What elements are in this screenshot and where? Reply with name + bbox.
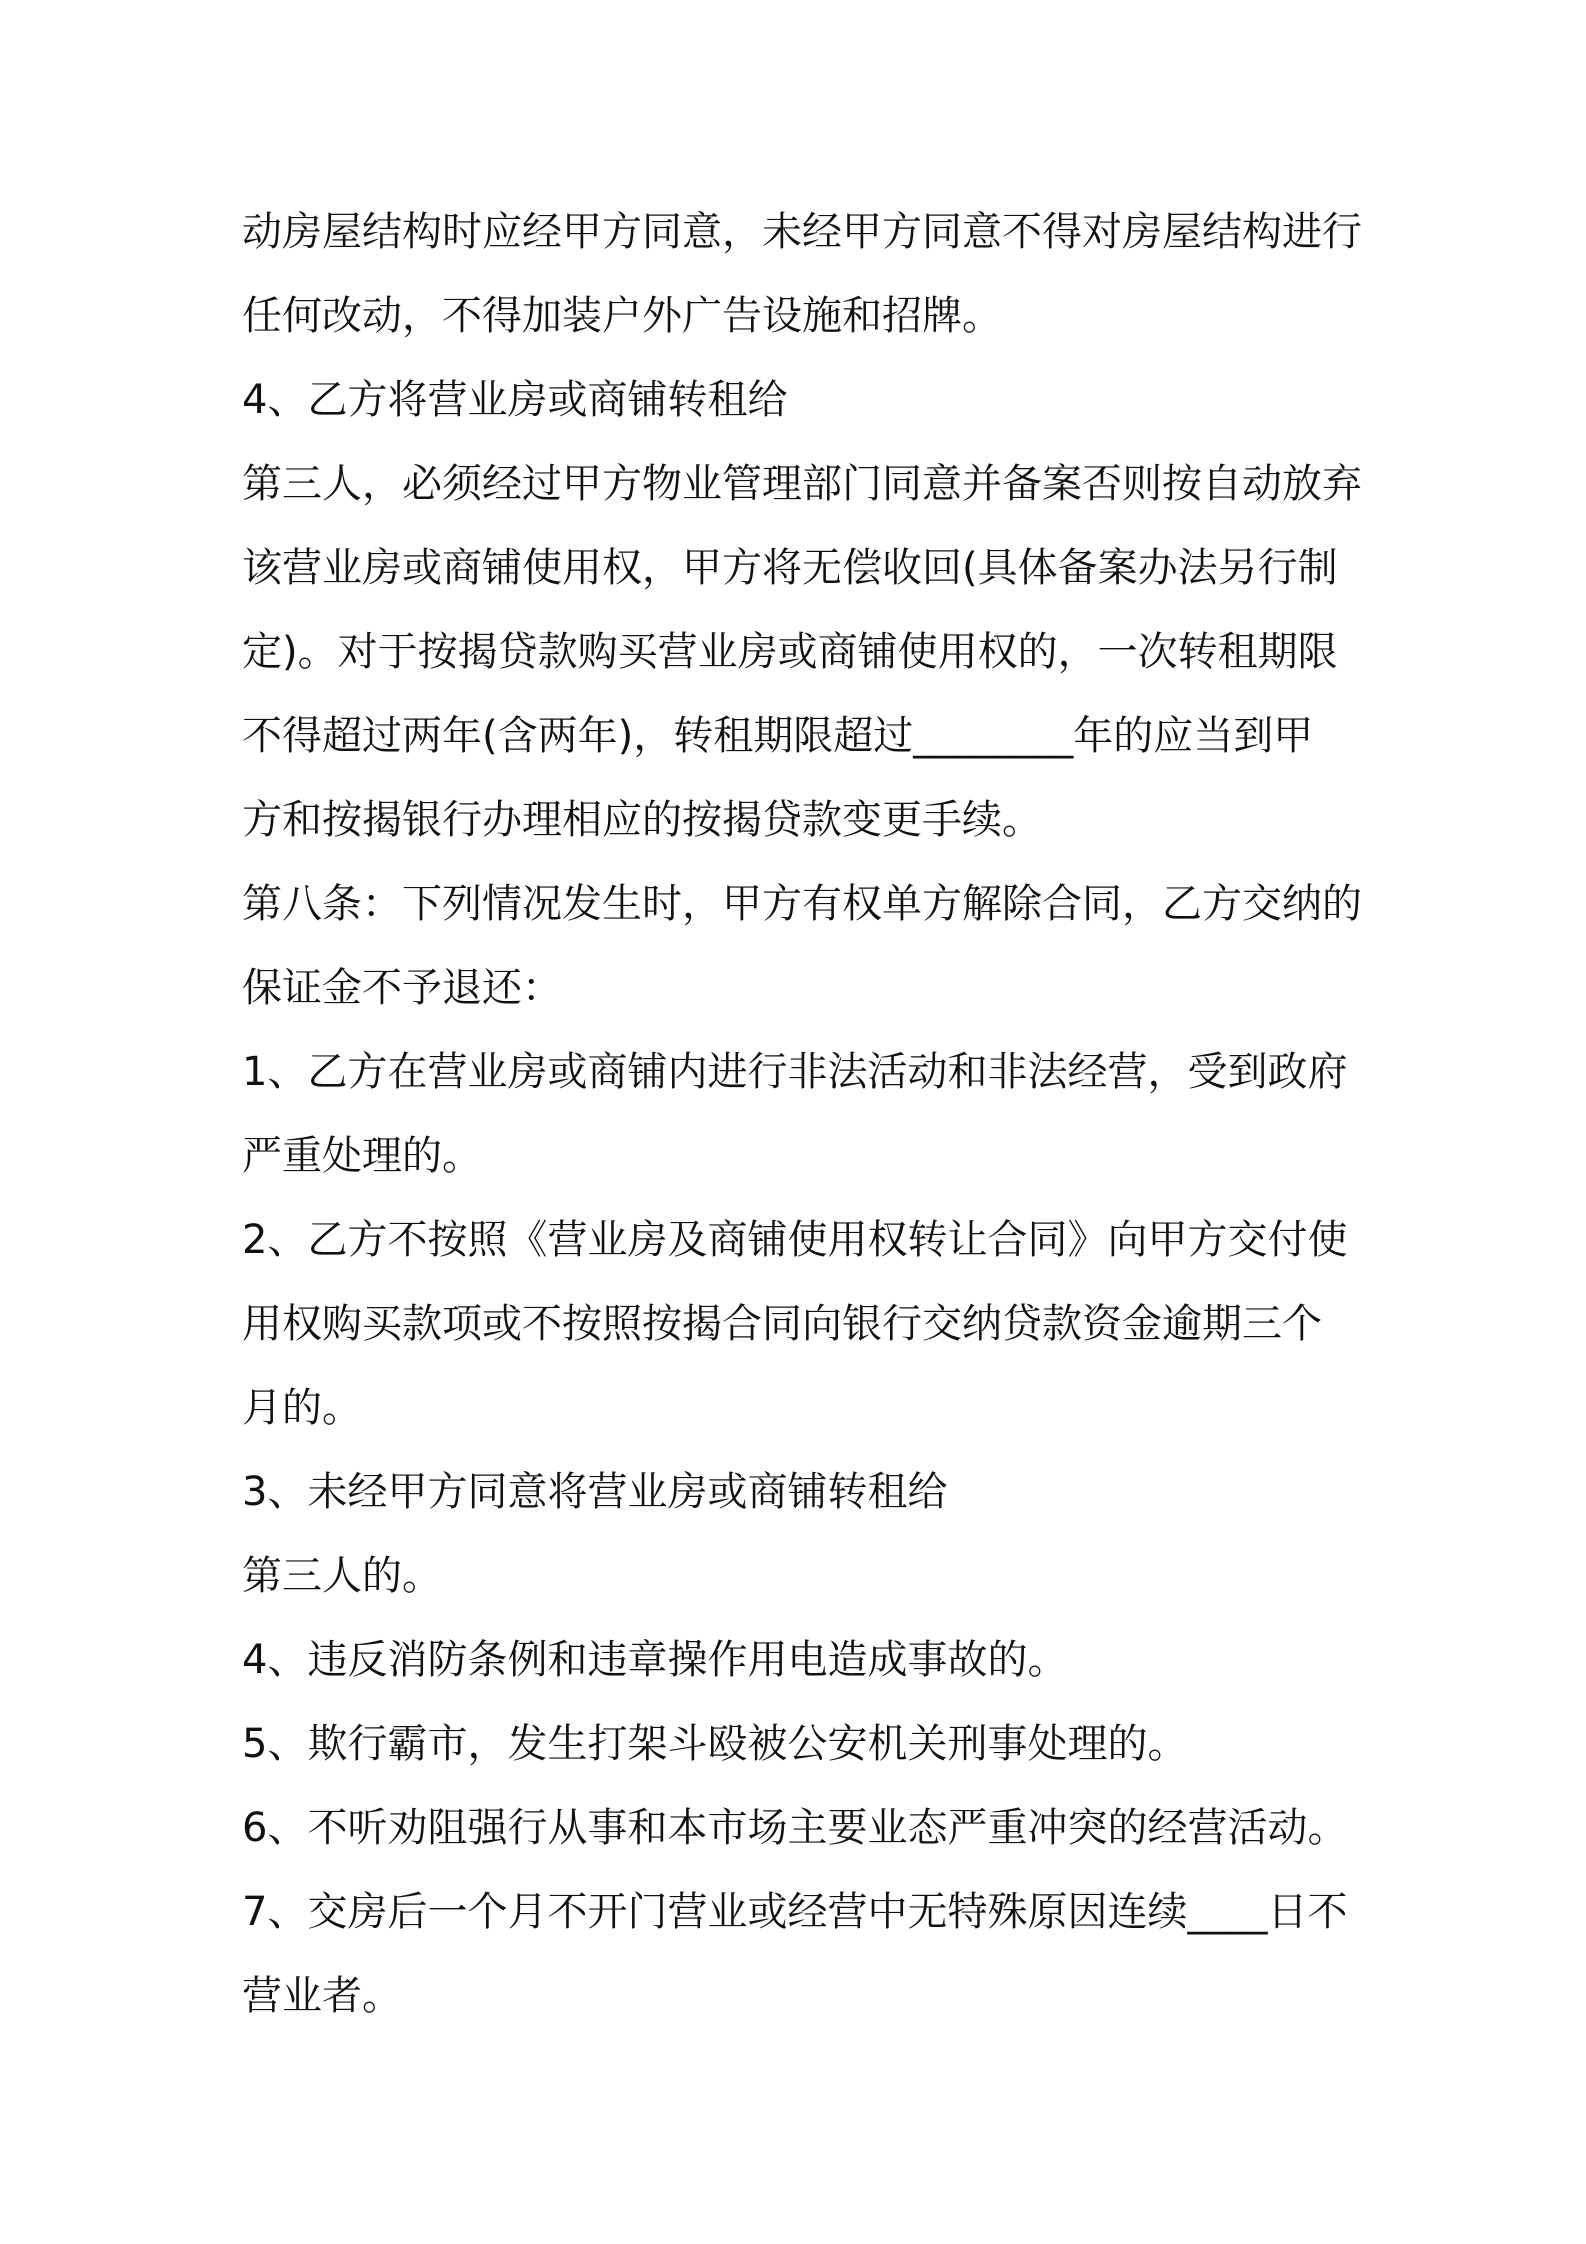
text-line: 第三人，必须经过甲方物业管理部门同意并备案否则按自动放弃 [242,461,1362,507]
text-line: 1、乙方在营业房或商铺内进行非法活动和非法经营，受到政府 [242,1049,1348,1095]
text-line: 5、欺行霸市，发生打架斗殴被公安机关刑事处理的。 [242,1721,1188,1767]
text-line: 不得超过两年(含两年)，转租期限超过________年的应当到甲 [242,713,1314,759]
text-line: 营业者。 [242,1973,402,2019]
text-line: 用权购买款项或不按照按揭合同向银行交纳贷款资金逾期三个 [242,1301,1322,1347]
text-line: 7、交房后一个月不开门营业或经营中无特殊原因连续____日不 [242,1889,1348,1935]
text-line: 定)。对于按揭贷款购买营业房或商铺使用权的，一次转租期限 [242,629,1338,675]
text-line: 该营业房或商铺使用权，甲方将无偿收回(具体备案办法另行制 [242,545,1338,591]
text-line: 6、不听劝阻强行从事和本市场主要业态严重冲突的经营活动。 [242,1805,1348,1851]
document-body [242,190,1362,2038]
text-line: 第八条：下列情况发生时，甲方有权单方解除合同，乙方交纳的 [242,881,1362,927]
text-line: 动房屋结构时应经甲方同意，未经甲方同意不得对房屋结构进行 [242,209,1362,255]
text-line: 任何改动，不得加装户外广告设施和招牌。 [242,293,1002,339]
text-line: 4、违反消防条例和违章操作用电造成事故的。 [242,1637,1068,1683]
text-line: 保证金不予退还： [242,965,562,1011]
text-line: 3、未经甲方同意将营业房或商铺转租给 [242,1469,948,1515]
text-line: 严重处理的。 [242,1133,482,1179]
text-line: 第三人的。 [242,1553,442,1599]
text-line: 4、乙方将营业房或商铺转租给 [242,377,788,423]
text-line: 方和按揭银行办理相应的按揭贷款变更手续。 [242,797,1042,843]
text-line: 月的。 [242,1385,362,1431]
text-line: 2、乙方不按照《营业房及商铺使用权转让合同》向甲方交付使 [242,1217,1348,1263]
